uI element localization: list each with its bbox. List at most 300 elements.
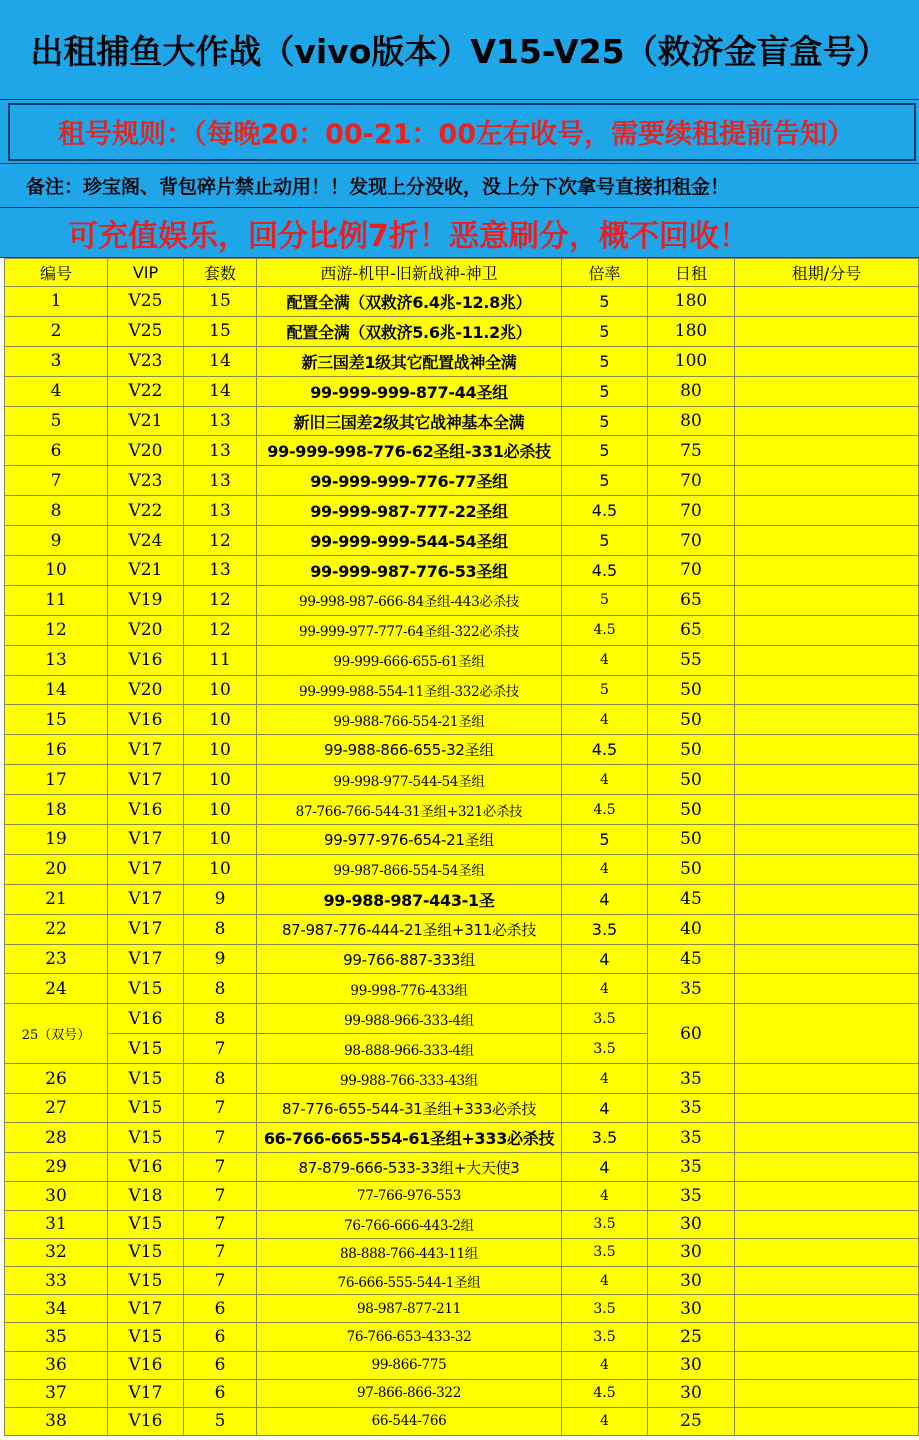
cell-term xyxy=(735,556,919,586)
cell-daily-rent: 65 xyxy=(648,585,735,615)
cell-term xyxy=(735,884,919,914)
cell-vip: V15 xyxy=(108,1266,184,1294)
table-row xyxy=(5,316,919,346)
cell-sets: 13 xyxy=(184,496,257,526)
table-row xyxy=(5,346,919,376)
table-row xyxy=(5,585,919,615)
cell-number: 18 xyxy=(5,795,108,825)
cell-rate: 5 xyxy=(562,287,648,317)
cell-daily-rent: 60 xyxy=(648,1004,735,1064)
cell-config: 99-988-866-655-32圣组 xyxy=(257,735,562,765)
table-row xyxy=(5,974,919,1004)
cell-sets: 7 xyxy=(184,1034,257,1064)
table-row xyxy=(5,1323,919,1351)
cell-vip: V17 xyxy=(108,884,184,914)
cell-vip: V16 xyxy=(108,1407,184,1435)
cell-config: 99-999-977-777-64圣组-322必杀技 xyxy=(257,615,562,645)
cell-rate: 3.5 xyxy=(562,1238,648,1266)
table-row xyxy=(5,884,919,914)
cell-sets: 8 xyxy=(184,974,257,1004)
cell-daily-rent: 45 xyxy=(648,884,735,914)
cell-sets: 9 xyxy=(184,944,257,974)
cell-daily-rent: 50 xyxy=(648,795,735,825)
cell-term xyxy=(735,1238,919,1266)
cell-number: 1 xyxy=(5,287,108,317)
cell-rate: 3.5 xyxy=(562,1323,648,1351)
cell-term xyxy=(735,1323,919,1351)
cell-daily-rent: 70 xyxy=(648,526,735,556)
cell-daily-rent: 35 xyxy=(648,1182,735,1210)
cell-daily-rent: 30 xyxy=(648,1295,735,1323)
cell-vip: V17 xyxy=(108,1379,184,1407)
col-header-daily-rent: 日租 xyxy=(648,259,735,287)
cell-rate: 5 xyxy=(562,376,648,406)
cell-daily-rent: 45 xyxy=(648,944,735,974)
cell-config: 99-999-988-554-11圣组-332必杀技 xyxy=(257,675,562,705)
promo-text: 可充值娱乐，回分比例7折！恶意刷分，概不回收！ xyxy=(68,218,749,254)
cell-vip: V20 xyxy=(108,675,184,705)
cell-config: 99-866-775 xyxy=(257,1351,562,1379)
cell-sets: 12 xyxy=(184,526,257,556)
cell-number: 2 xyxy=(5,316,108,346)
cell-config: 97-866-866-322 xyxy=(257,1379,562,1407)
cell-config: 99-998-776-433组 xyxy=(257,974,562,1004)
cell-sets: 10 xyxy=(184,765,257,795)
cell-config: 99-999-999-877-44圣组 xyxy=(257,376,562,406)
cell-vip: V15 xyxy=(108,1093,184,1123)
cell-number: 26 xyxy=(5,1064,108,1094)
cell-config: 99-999-999-544-54圣组 xyxy=(257,526,562,556)
cell-vip: V17 xyxy=(108,825,184,855)
table-row xyxy=(5,1123,919,1153)
table-row xyxy=(5,615,919,645)
table-row xyxy=(5,1407,919,1435)
cell-sets: 6 xyxy=(184,1379,257,1407)
cell-daily-rent: 30 xyxy=(648,1210,735,1238)
col-header-rate: 倍率 xyxy=(562,259,648,287)
cell-vip: V16 xyxy=(108,705,184,735)
cell-config: 配置全满（双救济6.4兆-12.8兆） xyxy=(257,287,562,317)
cell-number: 12 xyxy=(5,615,108,645)
cell-number: 30 xyxy=(5,1182,108,1210)
cell-config: 88-888-766-443-11组 xyxy=(257,1238,562,1266)
cell-number: 6 xyxy=(5,436,108,466)
cell-number: 25（双号） xyxy=(5,1004,108,1064)
cell-number: 16 xyxy=(5,735,108,765)
cell-rate: 5 xyxy=(562,406,648,436)
cell-config: 99-999-987-777-22圣组 xyxy=(257,496,562,526)
cell-sets: 11 xyxy=(184,645,257,675)
cell-rate: 3.5 xyxy=(562,1295,648,1323)
cell-term xyxy=(735,675,919,705)
cell-vip: V15 xyxy=(108,1238,184,1266)
cell-daily-rent: 70 xyxy=(648,556,735,586)
cell-rate: 4.5 xyxy=(562,556,648,586)
cell-vip: V16 xyxy=(108,1152,184,1182)
cell-vip: V17 xyxy=(108,1295,184,1323)
table-row xyxy=(5,1182,919,1210)
cell-rate: 4 xyxy=(562,1407,648,1435)
cell-config: 99-998-987-666-84圣组-443必杀技 xyxy=(257,585,562,615)
cell-daily-rent: 25 xyxy=(648,1323,735,1351)
cell-term xyxy=(735,316,919,346)
cell-term xyxy=(735,615,919,645)
cell-number: 29 xyxy=(5,1152,108,1182)
cell-daily-rent: 70 xyxy=(648,466,735,496)
cell-daily-rent: 180 xyxy=(648,287,735,317)
table-row xyxy=(5,376,919,406)
cell-number: 11 xyxy=(5,585,108,615)
table-row xyxy=(5,1093,919,1123)
cell-daily-rent: 65 xyxy=(648,615,735,645)
cell-daily-rent: 35 xyxy=(648,1093,735,1123)
cell-term xyxy=(735,526,919,556)
cell-config: 76-766-653-433-32 xyxy=(257,1323,562,1351)
cell-term xyxy=(735,944,919,974)
cell-term xyxy=(735,1004,919,1064)
cell-config: 99-999-999-776-77圣组 xyxy=(257,466,562,496)
cell-vip: V23 xyxy=(108,346,184,376)
cell-term xyxy=(735,376,919,406)
cell-term xyxy=(735,346,919,376)
cell-vip: V25 xyxy=(108,287,184,317)
promo-banner xyxy=(0,208,919,258)
cell-daily-rent: 50 xyxy=(648,854,735,884)
cell-vip: V22 xyxy=(108,376,184,406)
cell-number: 36 xyxy=(5,1351,108,1379)
cell-number: 31 xyxy=(5,1210,108,1238)
cell-vip: V15 xyxy=(108,1034,184,1064)
cell-config: 新旧三国差2级其它战神基本全满 xyxy=(257,406,562,436)
cell-number: 22 xyxy=(5,914,108,944)
cell-term xyxy=(735,1379,919,1407)
cell-sets: 8 xyxy=(184,1004,257,1034)
cell-sets: 7 xyxy=(184,1123,257,1153)
cell-vip: V17 xyxy=(108,854,184,884)
cell-term xyxy=(735,974,919,1004)
cell-daily-rent: 25 xyxy=(648,1407,735,1435)
title-banner xyxy=(0,0,919,100)
cell-config: 新三国差1级其它配置战神全满 xyxy=(257,346,562,376)
cell-sets: 6 xyxy=(184,1295,257,1323)
cell-term xyxy=(735,466,919,496)
table-row xyxy=(5,1351,919,1379)
cell-term xyxy=(735,406,919,436)
table-row xyxy=(5,526,919,556)
cell-number: 28 xyxy=(5,1123,108,1153)
cell-daily-rent: 55 xyxy=(648,645,735,675)
cell-term xyxy=(735,1182,919,1210)
cell-term xyxy=(735,1351,919,1379)
table-row xyxy=(5,1004,919,1034)
cell-rate: 5 xyxy=(562,466,648,496)
table-header-row xyxy=(5,259,919,287)
cell-config: 87-776-655-544-31圣组+333必杀技 xyxy=(257,1093,562,1123)
cell-rate: 3.5 xyxy=(562,1210,648,1238)
cell-number: 17 xyxy=(5,765,108,795)
cell-number: 15 xyxy=(5,705,108,735)
note-text: 备注：珍宝阁、背包碎片禁止动用！！发现上分没收，没上分下次拿号直接扣租金！ xyxy=(26,176,730,198)
cell-config: 99-999-998-776-62圣组-331必杀技 xyxy=(257,436,562,466)
cell-rate: 4.5 xyxy=(562,795,648,825)
rules-text: 租号规则：（每晚20：00-21：00左右收号，需要续租提前告知） xyxy=(58,119,854,150)
cell-number: 37 xyxy=(5,1379,108,1407)
cell-sets: 14 xyxy=(184,346,257,376)
cell-sets: 8 xyxy=(184,914,257,944)
cell-sets: 10 xyxy=(184,854,257,884)
cell-number: 20 xyxy=(5,854,108,884)
cell-term xyxy=(735,825,919,855)
cell-number: 23 xyxy=(5,944,108,974)
cell-sets: 6 xyxy=(184,1323,257,1351)
cell-rate: 4 xyxy=(562,1064,648,1094)
cell-vip: V15 xyxy=(108,1123,184,1153)
cell-rate: 3.5 xyxy=(562,1034,648,1064)
cell-rate: 3.5 xyxy=(562,1123,648,1153)
cell-sets: 12 xyxy=(184,585,257,615)
cell-config: 87-766-766-544-31圣组+321必杀技 xyxy=(257,795,562,825)
cell-config: 配置全满（双救济5.6兆-11.2兆） xyxy=(257,316,562,346)
cell-sets: 12 xyxy=(184,615,257,645)
col-header-number: 编号 xyxy=(5,259,108,287)
cell-rate: 4 xyxy=(562,645,648,675)
cell-sets: 13 xyxy=(184,406,257,436)
cell-sets: 9 xyxy=(184,884,257,914)
table-row xyxy=(5,556,919,586)
cell-daily-rent: 35 xyxy=(648,974,735,1004)
table-row xyxy=(5,765,919,795)
table-row xyxy=(5,1266,919,1294)
table-row xyxy=(5,1064,919,1094)
cell-vip: V19 xyxy=(108,585,184,615)
cell-sets: 10 xyxy=(184,735,257,765)
cell-daily-rent: 30 xyxy=(648,1266,735,1294)
cell-rate: 4.5 xyxy=(562,615,648,645)
cell-sets: 10 xyxy=(184,795,257,825)
rules-box xyxy=(8,103,916,161)
cell-vip: V20 xyxy=(108,436,184,466)
cell-number: 38 xyxy=(5,1407,108,1435)
cell-vip: V16 xyxy=(108,795,184,825)
cell-rate: 4 xyxy=(562,884,648,914)
cell-daily-rent: 70 xyxy=(648,496,735,526)
cell-term xyxy=(735,1407,919,1435)
cell-term xyxy=(735,496,919,526)
cell-term xyxy=(735,854,919,884)
cell-rate: 4 xyxy=(562,1182,648,1210)
cell-sets: 13 xyxy=(184,556,257,586)
cell-vip: V24 xyxy=(108,526,184,556)
cell-term xyxy=(735,287,919,317)
table-row xyxy=(5,1238,919,1266)
table-row xyxy=(5,1379,919,1407)
cell-term xyxy=(735,645,919,675)
cell-sets: 10 xyxy=(184,675,257,705)
cell-number: 34 xyxy=(5,1295,108,1323)
cell-sets: 7 xyxy=(184,1093,257,1123)
cell-rate: 4 xyxy=(562,974,648,1004)
cell-config: 99-988-766-554-21圣组 xyxy=(257,705,562,735)
cell-vip: V16 xyxy=(108,1351,184,1379)
cell-config: 76-666-555-544-1圣组 xyxy=(257,1266,562,1294)
cell-sets: 14 xyxy=(184,376,257,406)
cell-sets: 10 xyxy=(184,705,257,735)
cell-term xyxy=(735,765,919,795)
table-row xyxy=(5,825,919,855)
cell-rate: 3.5 xyxy=(562,914,648,944)
cell-daily-rent: 30 xyxy=(648,1351,735,1379)
cell-number: 21 xyxy=(5,884,108,914)
cell-term xyxy=(735,914,919,944)
cell-vip: V15 xyxy=(108,1323,184,1351)
cell-term xyxy=(735,795,919,825)
cell-number: 5 xyxy=(5,406,108,436)
cell-config: 99-988-966-333-4组 xyxy=(257,1004,562,1034)
cell-term xyxy=(735,585,919,615)
cell-rate: 4 xyxy=(562,1266,648,1294)
cell-vip: V23 xyxy=(108,466,184,496)
cell-sets: 6 xyxy=(184,1351,257,1379)
cell-daily-rent: 35 xyxy=(648,1152,735,1182)
cell-config: 76-766-666-443-2组 xyxy=(257,1210,562,1238)
cell-daily-rent: 50 xyxy=(648,765,735,795)
cell-daily-rent: 35 xyxy=(648,1064,735,1094)
cell-vip: V17 xyxy=(108,735,184,765)
col-header-sets: 套数 xyxy=(184,259,257,287)
cell-rate: 5 xyxy=(562,825,648,855)
cell-rate: 4.5 xyxy=(562,1379,648,1407)
cell-term xyxy=(735,1152,919,1182)
cell-vip: V15 xyxy=(108,1210,184,1238)
table-row xyxy=(5,675,919,705)
cell-term xyxy=(735,1266,919,1294)
cell-daily-rent: 30 xyxy=(648,1379,735,1407)
cell-config: 99-999-666-655-61圣组 xyxy=(257,645,562,675)
cell-daily-rent: 40 xyxy=(648,914,735,944)
cell-daily-rent: 50 xyxy=(648,675,735,705)
cell-daily-rent: 50 xyxy=(648,735,735,765)
cell-vip: V22 xyxy=(108,496,184,526)
cell-vip: V20 xyxy=(108,615,184,645)
table-row xyxy=(5,735,919,765)
cell-config: 87-987-776-444-21圣组+311必杀技 xyxy=(257,914,562,944)
cell-number: 33 xyxy=(5,1266,108,1294)
table-row xyxy=(5,466,919,496)
cell-rate: 5 xyxy=(562,675,648,705)
note-banner xyxy=(0,164,919,208)
cell-daily-rent: 80 xyxy=(648,376,735,406)
cell-vip: V21 xyxy=(108,406,184,436)
cell-rate: 4 xyxy=(562,944,648,974)
table-row xyxy=(5,1152,919,1182)
cell-config: 99-977-976-654-21圣组 xyxy=(257,825,562,855)
cell-config: 98-987-877-211 xyxy=(257,1295,562,1323)
table-row xyxy=(5,436,919,466)
cell-term xyxy=(735,1210,919,1238)
cell-term xyxy=(735,1295,919,1323)
cell-daily-rent: 50 xyxy=(648,825,735,855)
cell-term xyxy=(735,1064,919,1094)
cell-daily-rent: 30 xyxy=(648,1238,735,1266)
cell-config: 99-988-987-443-1圣 xyxy=(257,884,562,914)
cell-sets: 7 xyxy=(184,1266,257,1294)
table-row xyxy=(5,287,919,317)
cell-config: 99-766-887-333组 xyxy=(257,944,562,974)
cell-number: 14 xyxy=(5,675,108,705)
cell-config: 99-988-766-333-43组 xyxy=(257,1064,562,1094)
cell-rate: 4 xyxy=(562,1351,648,1379)
cell-sets: 7 xyxy=(184,1210,257,1238)
cell-number: 24 xyxy=(5,974,108,1004)
rental-table xyxy=(4,258,919,1436)
cell-number: 27 xyxy=(5,1093,108,1123)
cell-number: 8 xyxy=(5,496,108,526)
cell-number: 32 xyxy=(5,1238,108,1266)
cell-term xyxy=(735,1123,919,1153)
col-header-term: 租期/分号 xyxy=(735,259,919,287)
cell-sets: 13 xyxy=(184,436,257,466)
col-header-config: 西游-机甲-旧新战神-神卫 xyxy=(257,259,562,287)
rules-banner xyxy=(0,100,919,164)
cell-vip: V16 xyxy=(108,645,184,675)
table-row xyxy=(5,496,919,526)
cell-vip: V15 xyxy=(108,1064,184,1094)
cell-sets: 8 xyxy=(184,1064,257,1094)
cell-rate: 4.5 xyxy=(562,735,648,765)
table-row xyxy=(5,944,919,974)
table-row xyxy=(5,406,919,436)
cell-config: 99-987-866-554-54圣组 xyxy=(257,854,562,884)
table-row xyxy=(5,1295,919,1323)
cell-rate: 4 xyxy=(562,1093,648,1123)
cell-term xyxy=(735,735,919,765)
table-row xyxy=(5,705,919,735)
cell-rate: 4.5 xyxy=(562,496,648,526)
cell-daily-rent: 50 xyxy=(648,705,735,735)
cell-config: 66-544-766 xyxy=(257,1407,562,1435)
cell-number: 4 xyxy=(5,376,108,406)
cell-rate: 4 xyxy=(562,765,648,795)
cell-daily-rent: 180 xyxy=(648,316,735,346)
cell-rate: 5 xyxy=(562,346,648,376)
cell-rate: 4 xyxy=(562,705,648,735)
cell-vip: V15 xyxy=(108,974,184,1004)
cell-sets: 7 xyxy=(184,1238,257,1266)
cell-vip: V17 xyxy=(108,765,184,795)
cell-config: 98-888-966-333-4组 xyxy=(257,1034,562,1064)
cell-rate: 3.5 xyxy=(562,1004,648,1034)
cell-number: 35 xyxy=(5,1323,108,1351)
cell-vip: V17 xyxy=(108,944,184,974)
cell-daily-rent: 80 xyxy=(648,406,735,436)
cell-term xyxy=(735,1093,919,1123)
cell-number: 7 xyxy=(5,466,108,496)
cell-daily-rent: 75 xyxy=(648,436,735,466)
table-row xyxy=(5,854,919,884)
cell-config: 87-879-666-533-33组+大天使3 xyxy=(257,1152,562,1182)
cell-sets: 5 xyxy=(184,1407,257,1435)
table-row xyxy=(5,914,919,944)
cell-config: 99-998-977-544-54圣组 xyxy=(257,765,562,795)
cell-vip: V16 xyxy=(108,1004,184,1034)
cell-sets: 15 xyxy=(184,316,257,346)
table-row xyxy=(5,645,919,675)
cell-rate: 5 xyxy=(562,316,648,346)
table-row xyxy=(5,1210,919,1238)
cell-sets: 10 xyxy=(184,825,257,855)
page-title: 出租捕鱼大作战（vivo版本）V15-V25（救济金盲盒号） xyxy=(30,32,889,71)
cell-daily-rent: 35 xyxy=(648,1123,735,1153)
